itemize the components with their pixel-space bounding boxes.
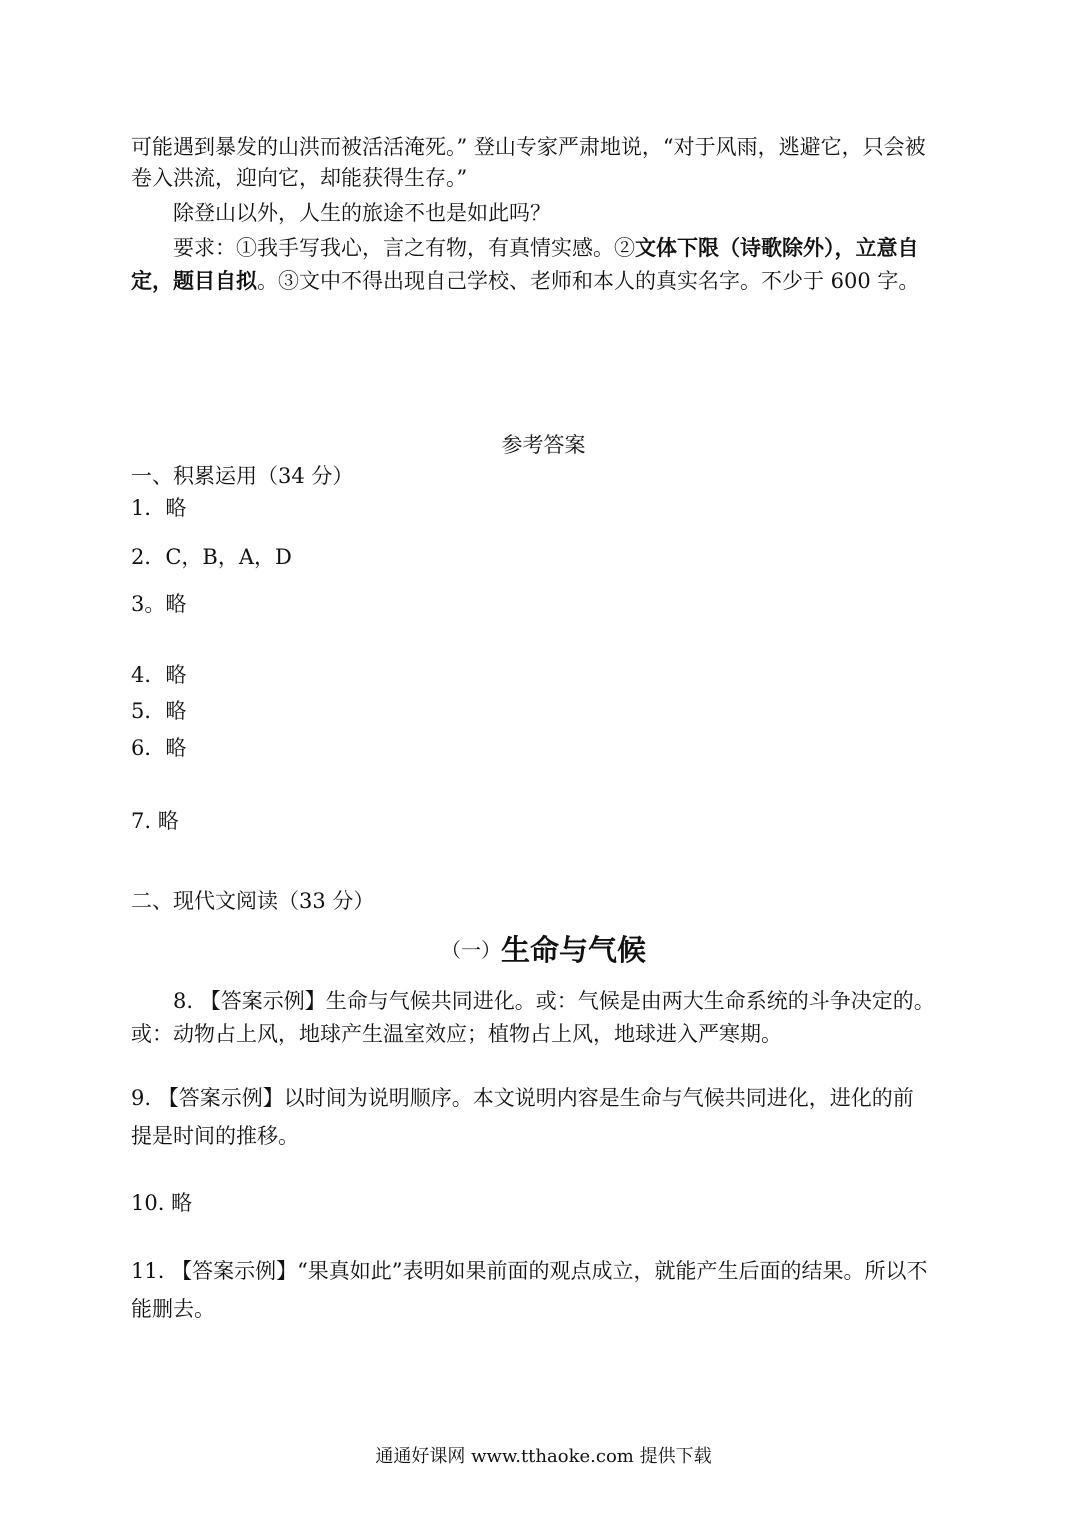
part1-heading: 一、积累运用（34 分） bbox=[131, 464, 354, 488]
answer-item-7: 7. 略 bbox=[131, 809, 179, 833]
q9-line-1: 9. 【答案示例】以时间为说明顺序。本文说明内容是生命与气候共同进化，进化的前 bbox=[131, 1086, 914, 1110]
requirements-line-1 bbox=[173, 233, 919, 263]
q10: 10. 略 bbox=[131, 1191, 193, 1215]
answers-title: 参考答案 bbox=[501, 433, 586, 457]
q8-line-1: 8. 【答案示例】生命与气候共同进化。或：气候是由两大生命系统的斗争决定的。 bbox=[173, 989, 935, 1013]
answer-item-3: 3。略 bbox=[131, 592, 187, 616]
intro-line-3: 除登山以外，人生的旅途不也是如此吗？ bbox=[173, 201, 551, 225]
answer-item-5: 5．略 bbox=[131, 699, 187, 723]
part2-heading: 二、现代文阅读（33 分） bbox=[131, 889, 375, 913]
intro-line-1: 可能遇到暴发的山洪而被活活淹死。” 登山专家严肃地说，“对于风雨，逃避它，只会被 bbox=[131, 135, 926, 159]
q8-line-2: 或：动物占上风，地球产生温室效应；植物占上风，地球进入严寒期。 bbox=[131, 1022, 782, 1046]
q11-line-2: 能删去。 bbox=[131, 1297, 215, 1321]
intro-line-2: 卷入洪流，迎向它，却能获得生存。” bbox=[131, 166, 468, 190]
requirements-bold-a: 文体下限（诗歌除外），立意自 bbox=[635, 235, 919, 260]
q9-line-2: 提是时间的推移。 bbox=[131, 1124, 299, 1148]
footer-credit: 通通好课网 www.tthaoke.com 提供下载 bbox=[375, 1446, 712, 1467]
answer-item-4: 4．略 bbox=[131, 663, 187, 687]
passage-title bbox=[0, 932, 1087, 968]
requirements-bold-b: 定，题目自拟 bbox=[131, 268, 257, 293]
requirements-text-a: 要求：①我手写我心，言之有物，有真情实感。② bbox=[173, 236, 635, 260]
requirements-text-c: 。③文中不得出现自己学校、老师和本人的真实名字。不少于 600 字。 bbox=[257, 269, 920, 293]
answer-item-1: 1．略 bbox=[131, 496, 187, 520]
answer-item-6: 6．略 bbox=[131, 736, 187, 760]
requirements-line-2 bbox=[131, 266, 919, 296]
q11-line-1: 11. 【答案示例】“果真如此”表明如果前面的观点成立，就能产生后面的结果。所以不 bbox=[131, 1259, 928, 1283]
passage-title-text: 生命与气候 bbox=[500, 933, 646, 967]
answer-item-2: 2．C，B，A，D bbox=[131, 545, 292, 569]
passage-title-number: （一） bbox=[440, 938, 501, 962]
